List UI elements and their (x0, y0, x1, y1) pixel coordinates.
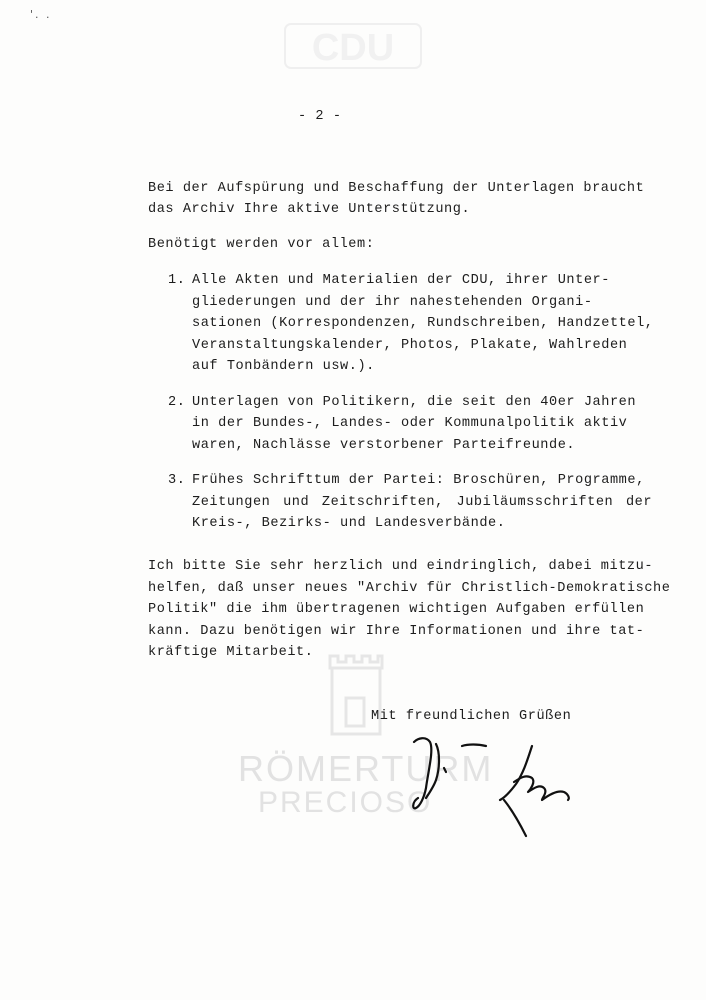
paragraph-2-line: kräftige Mitarbeit. (148, 645, 314, 660)
list-item-number: 3. (168, 473, 186, 488)
list-item-line: auf Tonbändern usw.). (192, 359, 375, 374)
list-item-line: waren, Nachlässe verstorbener Parteifreunde. (192, 438, 576, 453)
paragraph-1-line: das Archiv Ihre aktive Unterstützung. (148, 202, 471, 217)
paragraph-2-line: Politik" die ihm übertragenen wichtigen Aufgaben erfüllen (148, 602, 645, 617)
corner-mark: '. . (30, 8, 52, 21)
closing-line: Mit freundlichen Grüßen (371, 709, 572, 724)
list-item-line: Veranstaltungskalender, Photos, Plakate, Wahlreden (192, 338, 628, 353)
handwritten-signature (400, 728, 590, 846)
page-number: - 2 - (298, 109, 342, 124)
cdu-logo (283, 20, 423, 72)
list-item-number: 1. (168, 273, 186, 288)
list-item-line: Kreis-, Bezirks- und Landesverbände. (192, 516, 506, 531)
paragraph-2-line: kann. Dazu benötigen wir Ihre Informationen und ihre tat- (148, 624, 645, 639)
paragraph-2-line: Ich bitte Sie sehr herzlich und eindringlich, dabei mitzu- (148, 559, 654, 574)
list-item-line: sationen (Korrespondenzen, Rundschreiben, Handzettel, (192, 316, 654, 331)
watermark-line-2: PRECIOSO (258, 786, 433, 819)
paragraph-2-line: helfen, daß unser neues "Archiv für Christlich-Demokratische (148, 581, 671, 596)
list-item-line: Unterlagen von Politikern, die seit den 40er Jahren (192, 395, 637, 410)
list-item-line: Alle Akten und Materialien der CDU, ihrer Unter- (192, 273, 610, 288)
intro-line: Benötigt werden vor allem: (148, 237, 375, 252)
watermark-line-1: RÖMERTURM (238, 748, 494, 789)
list-item-line: in der Bundes-, Landes- oder Kommunalpolitik aktiv (192, 416, 628, 431)
list-item-line: Frühes Schrifttum der Partei: Broschüren, Programme, (192, 473, 645, 488)
list-item-line: Zeitungen und Zeitschriften, Jubiläumsschriften der (192, 495, 653, 510)
cdu-logo-text: CDU (311, 27, 395, 69)
paragraph-1-line: Bei der Aufspürung und Beschaffung der Unterlagen braucht (148, 181, 645, 196)
list-item-line: gliederungen und der ihr nahestehenden Organi- (192, 295, 593, 310)
list-item-number: 2. (168, 395, 186, 410)
